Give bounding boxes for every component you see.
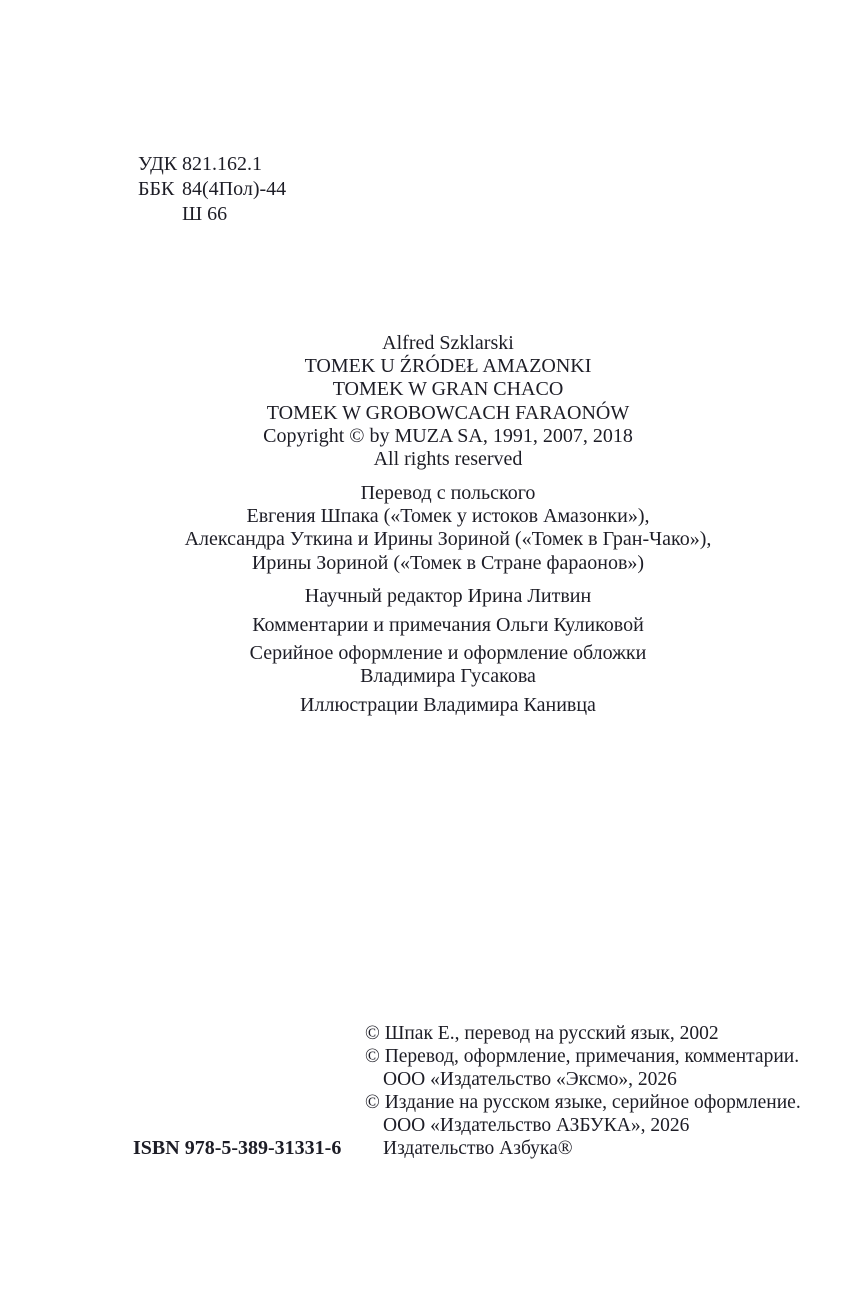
original-title-block <box>40 332 856 471</box>
translation-block <box>40 482 856 575</box>
copyright-line: © Перевод, оформление, примечания, комментарии. <box>365 1046 800 1067</box>
design-credit-line-1: Серийное оформление и оформление обложки <box>249 642 647 664</box>
original-title-2: TOMEK W GRAN CHACO <box>332 378 564 401</box>
science-editor-credit: Научный редактор Ирина Литвин <box>304 585 592 607</box>
original-title-3: TOMEK W GROBOWCACH FARAONÓW <box>266 401 630 424</box>
copyright-line: ООО «Издательство «Эксмо», 2026 <box>383 1069 677 1090</box>
comments-credit: Комментарии и примечания Ольги Куликовой <box>252 613 644 636</box>
translator-line-1: Евгения Шпака («Томек у истоков Амазонки»), <box>246 505 650 528</box>
classification-block <box>138 152 286 227</box>
copyright-line: ООО «Издательство АЗБУКА», 2026 <box>383 1115 690 1136</box>
copyright-line: © Шпак Е., перевод на русский язык, 2002 <box>365 1023 719 1044</box>
rights-reserved: All rights reserved <box>373 448 523 471</box>
translator-line-2: Александра Уткина и Ирины Зориной («Томек в Гран-Чако»), <box>184 528 712 551</box>
author-sign: Ш 66 <box>182 203 228 225</box>
credits-block <box>40 585 856 722</box>
design-credit <box>40 642 856 688</box>
translation-heading: Перевод с польского <box>360 482 536 504</box>
illustrations-credit: Иллюстрации Владимира Канивца <box>300 693 596 716</box>
translator-line-3: Ирины Зориной («Томек в Стране фараонов») <box>251 551 645 574</box>
bbk-row <box>138 177 286 202</box>
original-title-1: TOMEK U ŹRÓDEŁ AMAZONKI <box>304 355 592 378</box>
publisher-line: Издательство Азбука® <box>383 1138 573 1159</box>
udk-label: УДК <box>138 153 178 175</box>
bbk-label: ББК <box>138 178 175 200</box>
bbk-value: 84(4Пол)-44 <box>182 178 287 200</box>
udk-value: 821.162.1 <box>182 153 262 175</box>
original-copyright: Copyright © by MUZA SA, 1991, 2007, 2018 <box>263 424 633 447</box>
author-name: Alfred Szklarski <box>382 332 514 354</box>
author-sign-row <box>138 202 286 227</box>
udk-row <box>138 152 286 177</box>
isbn: ISBN 978-5-389-31331-6 <box>133 1137 342 1159</box>
copyright-block <box>365 1022 801 1160</box>
copyright-line: © Издание на русском языке, серийное оформление. <box>365 1092 801 1113</box>
design-credit-line-2: Владимира Гусакова <box>360 665 536 687</box>
